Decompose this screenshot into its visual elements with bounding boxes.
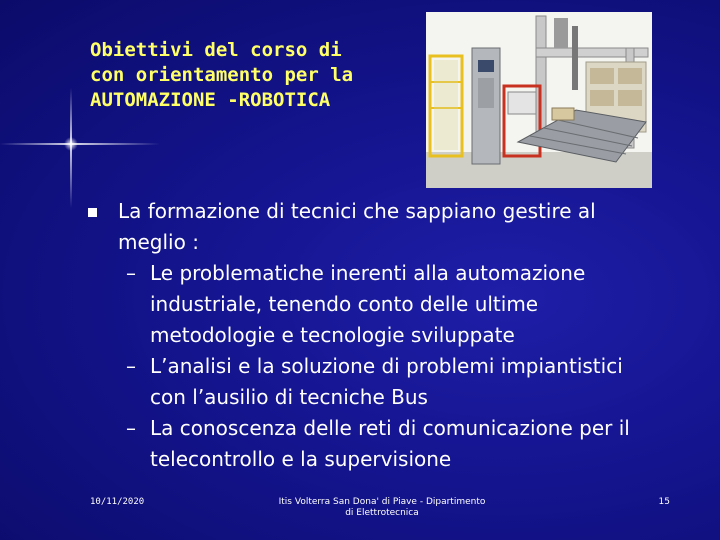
footer-date: 10/11/2020 (90, 497, 145, 507)
sub-item-line: metodologie e tecnologie sviluppate (150, 323, 515, 347)
dash-marker: – (126, 416, 136, 440)
title-line: AUTOMAZIONE -ROBOTICA (90, 89, 331, 111)
slide-body (88, 196, 688, 475)
sub-item-line: L’analisi e la soluzione di problemi impiantistici (150, 354, 623, 378)
dash-marker: – (126, 261, 136, 285)
sub-item (88, 351, 688, 413)
sub-item-line: telecontrollo e la supervisione (150, 447, 452, 471)
sub-item (88, 413, 688, 475)
sub-item-line: con l’ausilio di tecniche Bus (150, 385, 428, 409)
sparkle-horizontal-line (0, 143, 160, 145)
title-line: Obiettivi del corso di (90, 39, 342, 61)
bullet-item (88, 196, 688, 258)
sub-item-line: industriale, tenendo conto delle ultime (150, 292, 539, 316)
sub-item (88, 258, 688, 351)
bullet-line: La formazione di tecnici che sappiano gestire al (118, 199, 596, 223)
title-line: con orientamento per la (90, 64, 354, 86)
robotic-palletizer-photo (426, 12, 652, 188)
square-bullet-icon (88, 208, 97, 217)
footer-institution-line: di Elettrotecnica (345, 508, 419, 518)
sparkle-star (64, 137, 78, 151)
slide-title (90, 38, 430, 113)
bullet-line: meglio : (118, 230, 199, 254)
dash-marker: – (126, 354, 136, 378)
page-number: 15 (658, 497, 670, 507)
sub-item-line: La conoscenza delle reti di comunicazione per il (150, 416, 630, 440)
footer-institution (262, 497, 502, 519)
footer-institution-line: Itis Volterra San Dona' di Piave - Dipartimento (278, 497, 486, 507)
sub-item-line: Le problematiche inerenti alla automazione (150, 261, 586, 285)
